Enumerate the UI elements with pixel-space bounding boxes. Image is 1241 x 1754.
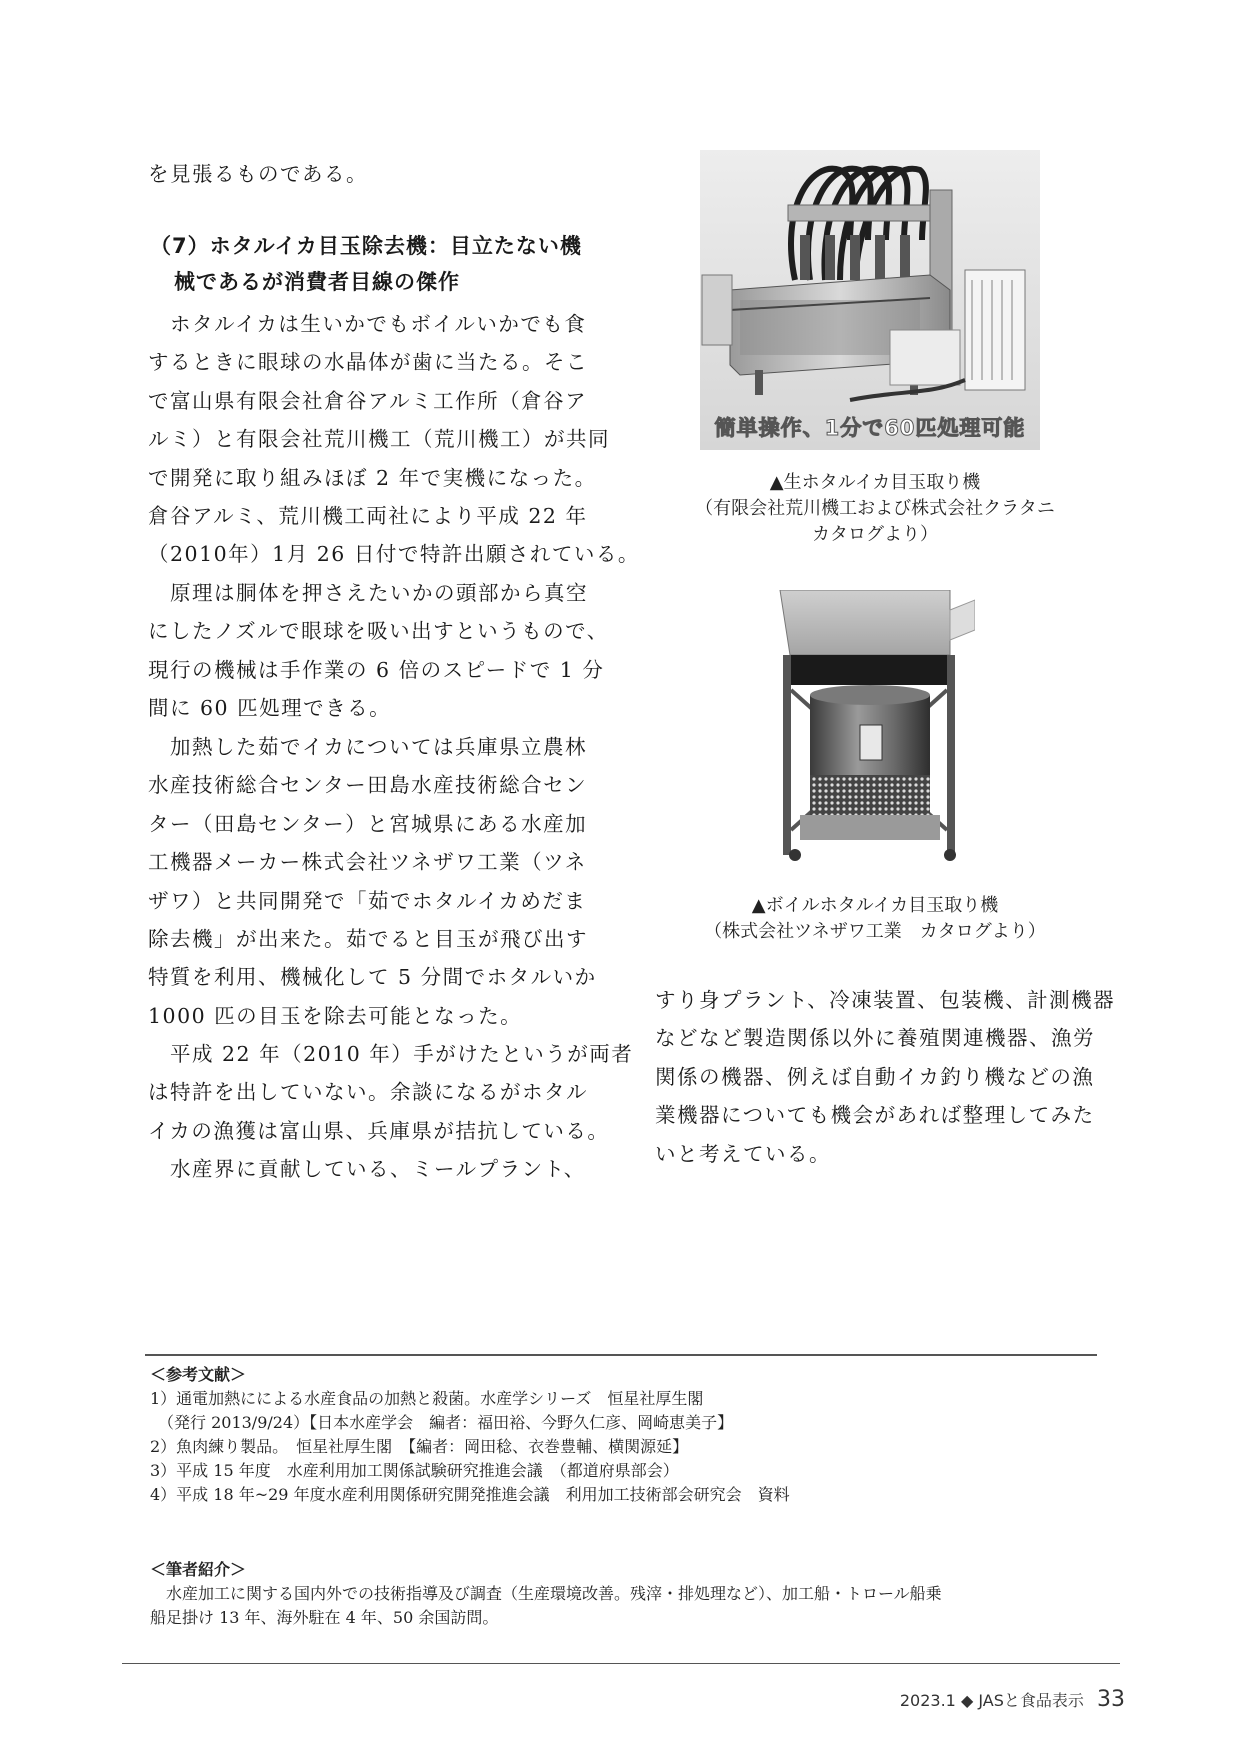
boiled-squid-machine-photo: [775, 590, 975, 870]
section-heading: （7）ホタルイカ目玉除去機：目立たない機 械であるが消費者目線の傑作: [150, 234, 582, 294]
references-section: [150, 1363, 790, 1507]
photo-overlay-text: 簡単操作、1分で60匹処理可能: [714, 416, 1026, 440]
reference-item: 4）平成 18 年~29 年度水産利用関係研究開発推進会議 利用加工技術部会研究会 資料: [150, 1485, 790, 1504]
reference-item: 1）通電加熱にによる水産食品の加熱と殺菌。水産学シリーズ 恒星社厚生閣: [150, 1389, 704, 1408]
intro-text: を見張るものである。: [148, 162, 368, 186]
author-section: ＜筆者紹介＞ 水産加工に関する国内外での技術指導及び調査（生産環境改善。残滓・排処理など）、加工船・トロール船乗 船足掛け 13 年、海外駐在 4 年、50 余国訪問。: [150, 1560, 942, 1627]
references-title: ＜参考文献＞: [150, 1365, 247, 1384]
page-footer: [900, 1687, 1125, 1712]
author-title: ＜筆者紹介＞: [150, 1560, 247, 1579]
photo-caption-2: ▲ボイルホタルイカ目玉取り機 （株式会社ツネザワ工業 カタログより）: [704, 895, 1046, 942]
paragraph-2: 原理は胴体を押さえたいかの頭部から真空 にしたノズルで眼球を吸い出すというもので、 現行の機械は手作業の 6 倍のスピードで 1 分 間に 60 匹処理できる。: [148, 581, 609, 721]
paragraph-1: ホタルイカは生いかでもボイルいかでも食 するときに眼球の水晶体が歯に当たる。そこ で富山県有限会社倉谷アルミ工作所（倉谷ア ルミ）と有限会社荒川機工（荒川機工）が共同 で開発に取り組みほぼ 2 年で実機になった。 倉谷アルミ、荒川機工両社により平成 22 年 （2010年）1月 26 日付で特許出願されている。: [148, 312, 640, 567]
reference-item: 3）平成 15 年度 水産利用加工関係試験研究推進会議 （都道府県部会）: [150, 1461, 679, 1480]
raw-squid-machine-photo: [700, 150, 1040, 450]
reference-item: 2）魚肉練り製品。 恒星社厚生閣 【編者：岡田稔、衣巻豊輔、横関源延】: [150, 1437, 689, 1456]
references-divider: [145, 1354, 1097, 1356]
magazine-title: JASと食品表示: [978, 1691, 1084, 1710]
page-number: 33: [1097, 1687, 1125, 1712]
reference-item: （発行 2013/9/24）【日本水産学会 編者：福田裕、今野久仁彦、岡崎恵美子】: [150, 1413, 734, 1432]
paragraph-continued: すり身プラント、冷凍装置、包装機、計測機器 などなど製造関係以外に養殖関連機器、漁労 関係の機器、例えば自動イカ釣り機などの漁 業機器についても機会があれば整理してみた いと考えている。: [655, 988, 1116, 1166]
photo-caption-1: ▲生ホタルイカ目玉取り機 （有限会社荒川機工および株式会社クラタニ カタログより）: [695, 472, 1055, 545]
drum-machine-illustration: [775, 590, 975, 870]
footer-divider: [122, 1663, 1120, 1664]
paragraph-5: 水産界に貢献している、ミールプラント、: [170, 1157, 586, 1181]
diamond-icon: ◆: [960, 1691, 974, 1710]
machine-illustration: [700, 150, 1040, 450]
paragraph-4: 平成 22 年（2010 年）手がけたというが両者 は特許を出していない。余談になるがホタル イカの漁獲は富山県、兵庫県が拮抗している。: [148, 1042, 634, 1143]
paragraph-3: 加熱した茹でイカについては兵庫県立農林 水産技術総合センター田島水産技術総合セン ター（田島センター）と宮城県にある水産加 工機器メーカー株式会社ツネザワ工業（ツネ ザワ）と共同開発で「茹でホタルイカめだま 除去機」が出来た。茹でると目玉が飛び出す 特質を利用、機械化して 5 分間でホタルいか 1000 匹の目玉を除去可能となった。: [148, 735, 597, 1028]
issue-date: 2023.1: [899, 1691, 956, 1710]
